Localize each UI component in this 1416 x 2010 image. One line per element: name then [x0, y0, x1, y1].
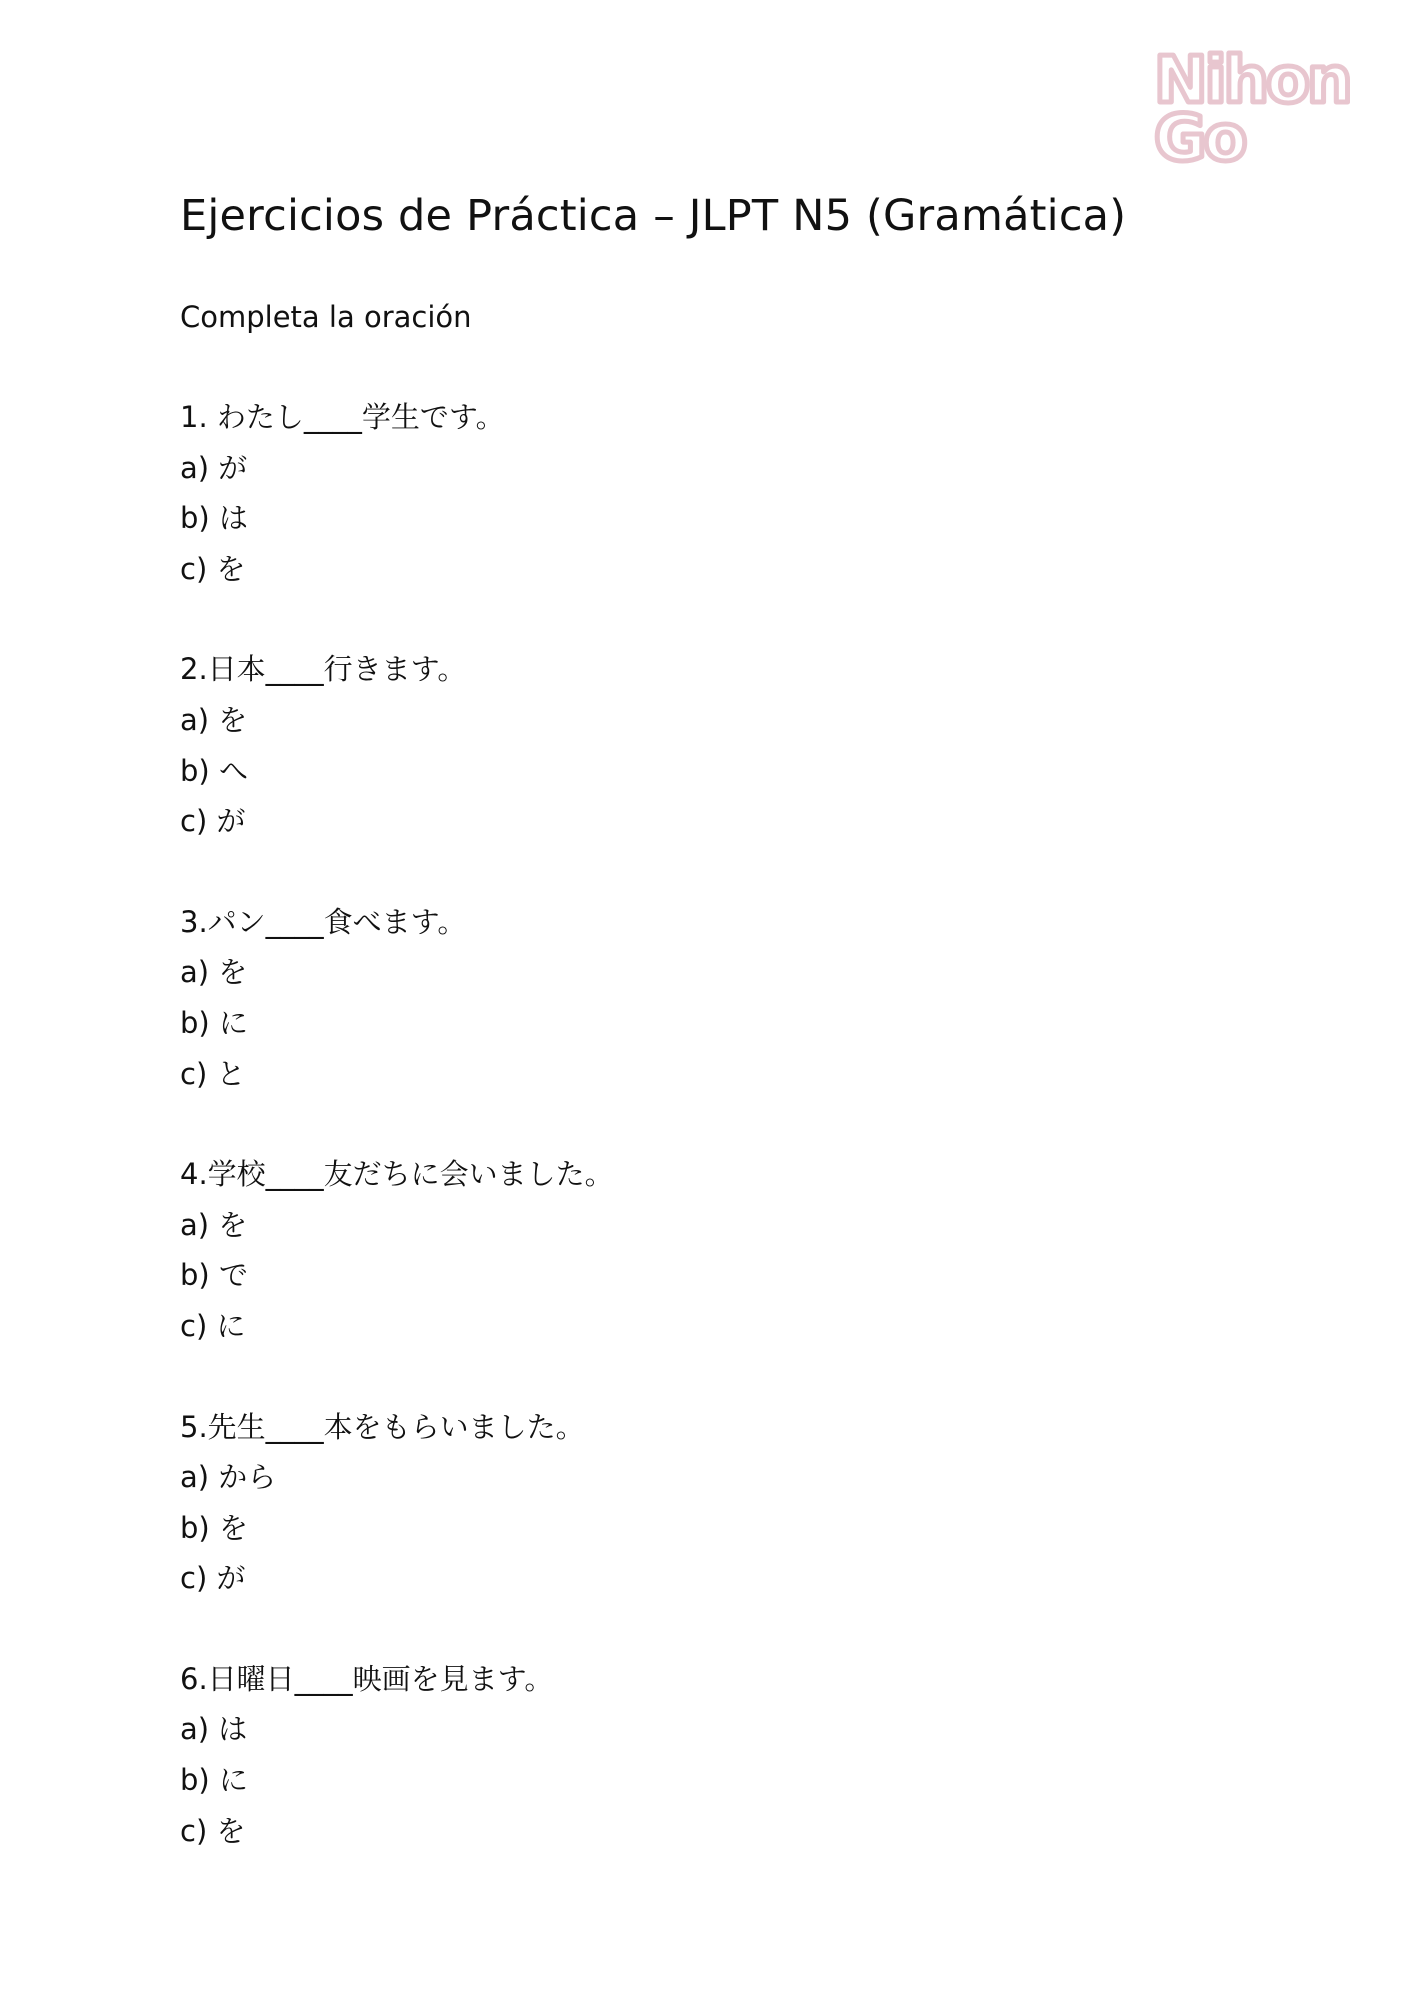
question-3: [180, 897, 1280, 1099]
option-b: b) へ: [180, 753, 248, 788]
question-4: [180, 1149, 1280, 1351]
instruction-text: Completa la oración: [180, 300, 472, 334]
page-title: Ejercicios de Práctica – JLPT N5 (Gramática): [180, 191, 1127, 241]
option-b: b) に: [180, 1005, 248, 1040]
option-c: c) に: [180, 1308, 246, 1343]
worksheet-content: [180, 184, 1280, 1856]
option-b: b) で: [180, 1258, 248, 1293]
option-c: c) を: [180, 551, 246, 586]
option-c: c) を: [180, 1813, 246, 1848]
nihongo-logo-graphic: [1150, 38, 1350, 168]
option-a: a) を: [180, 1207, 248, 1242]
nihongo-logo: [1150, 38, 1350, 168]
option-c: c) が: [180, 804, 246, 839]
question-2: [180, 644, 1280, 846]
question-text: 4.学校____友だちに会いました。: [180, 1157, 614, 1192]
option-a: a) を: [180, 702, 248, 737]
question-6: [180, 1654, 1280, 1856]
option-b: b) を: [180, 1510, 248, 1545]
question-text: 5.先生____本をもらいました。: [180, 1409, 585, 1444]
option-a: a) から: [180, 1460, 277, 1495]
question-text: 3.パン____食べます。: [180, 904, 467, 939]
question-text: 1. わたし____学生です。: [180, 400, 505, 434]
question-text: 2.日本____行きます。: [180, 652, 467, 687]
logo-text-line1: Nihon: [1154, 44, 1350, 118]
question-text: 6.日曜日____映画を見ます。: [180, 1661, 554, 1696]
question-5: [180, 1402, 1280, 1604]
question-1: [180, 392, 1280, 594]
option-a: a) が: [180, 450, 248, 485]
logo-text-line2: Go: [1154, 102, 1245, 168]
option-b: b) に: [180, 1763, 248, 1798]
option-a: a) は: [180, 1712, 248, 1747]
option-c: c) が: [180, 1561, 246, 1596]
option-c: c) と: [180, 1056, 246, 1091]
option-a: a) を: [180, 955, 248, 990]
option-b: b) は: [180, 501, 248, 536]
